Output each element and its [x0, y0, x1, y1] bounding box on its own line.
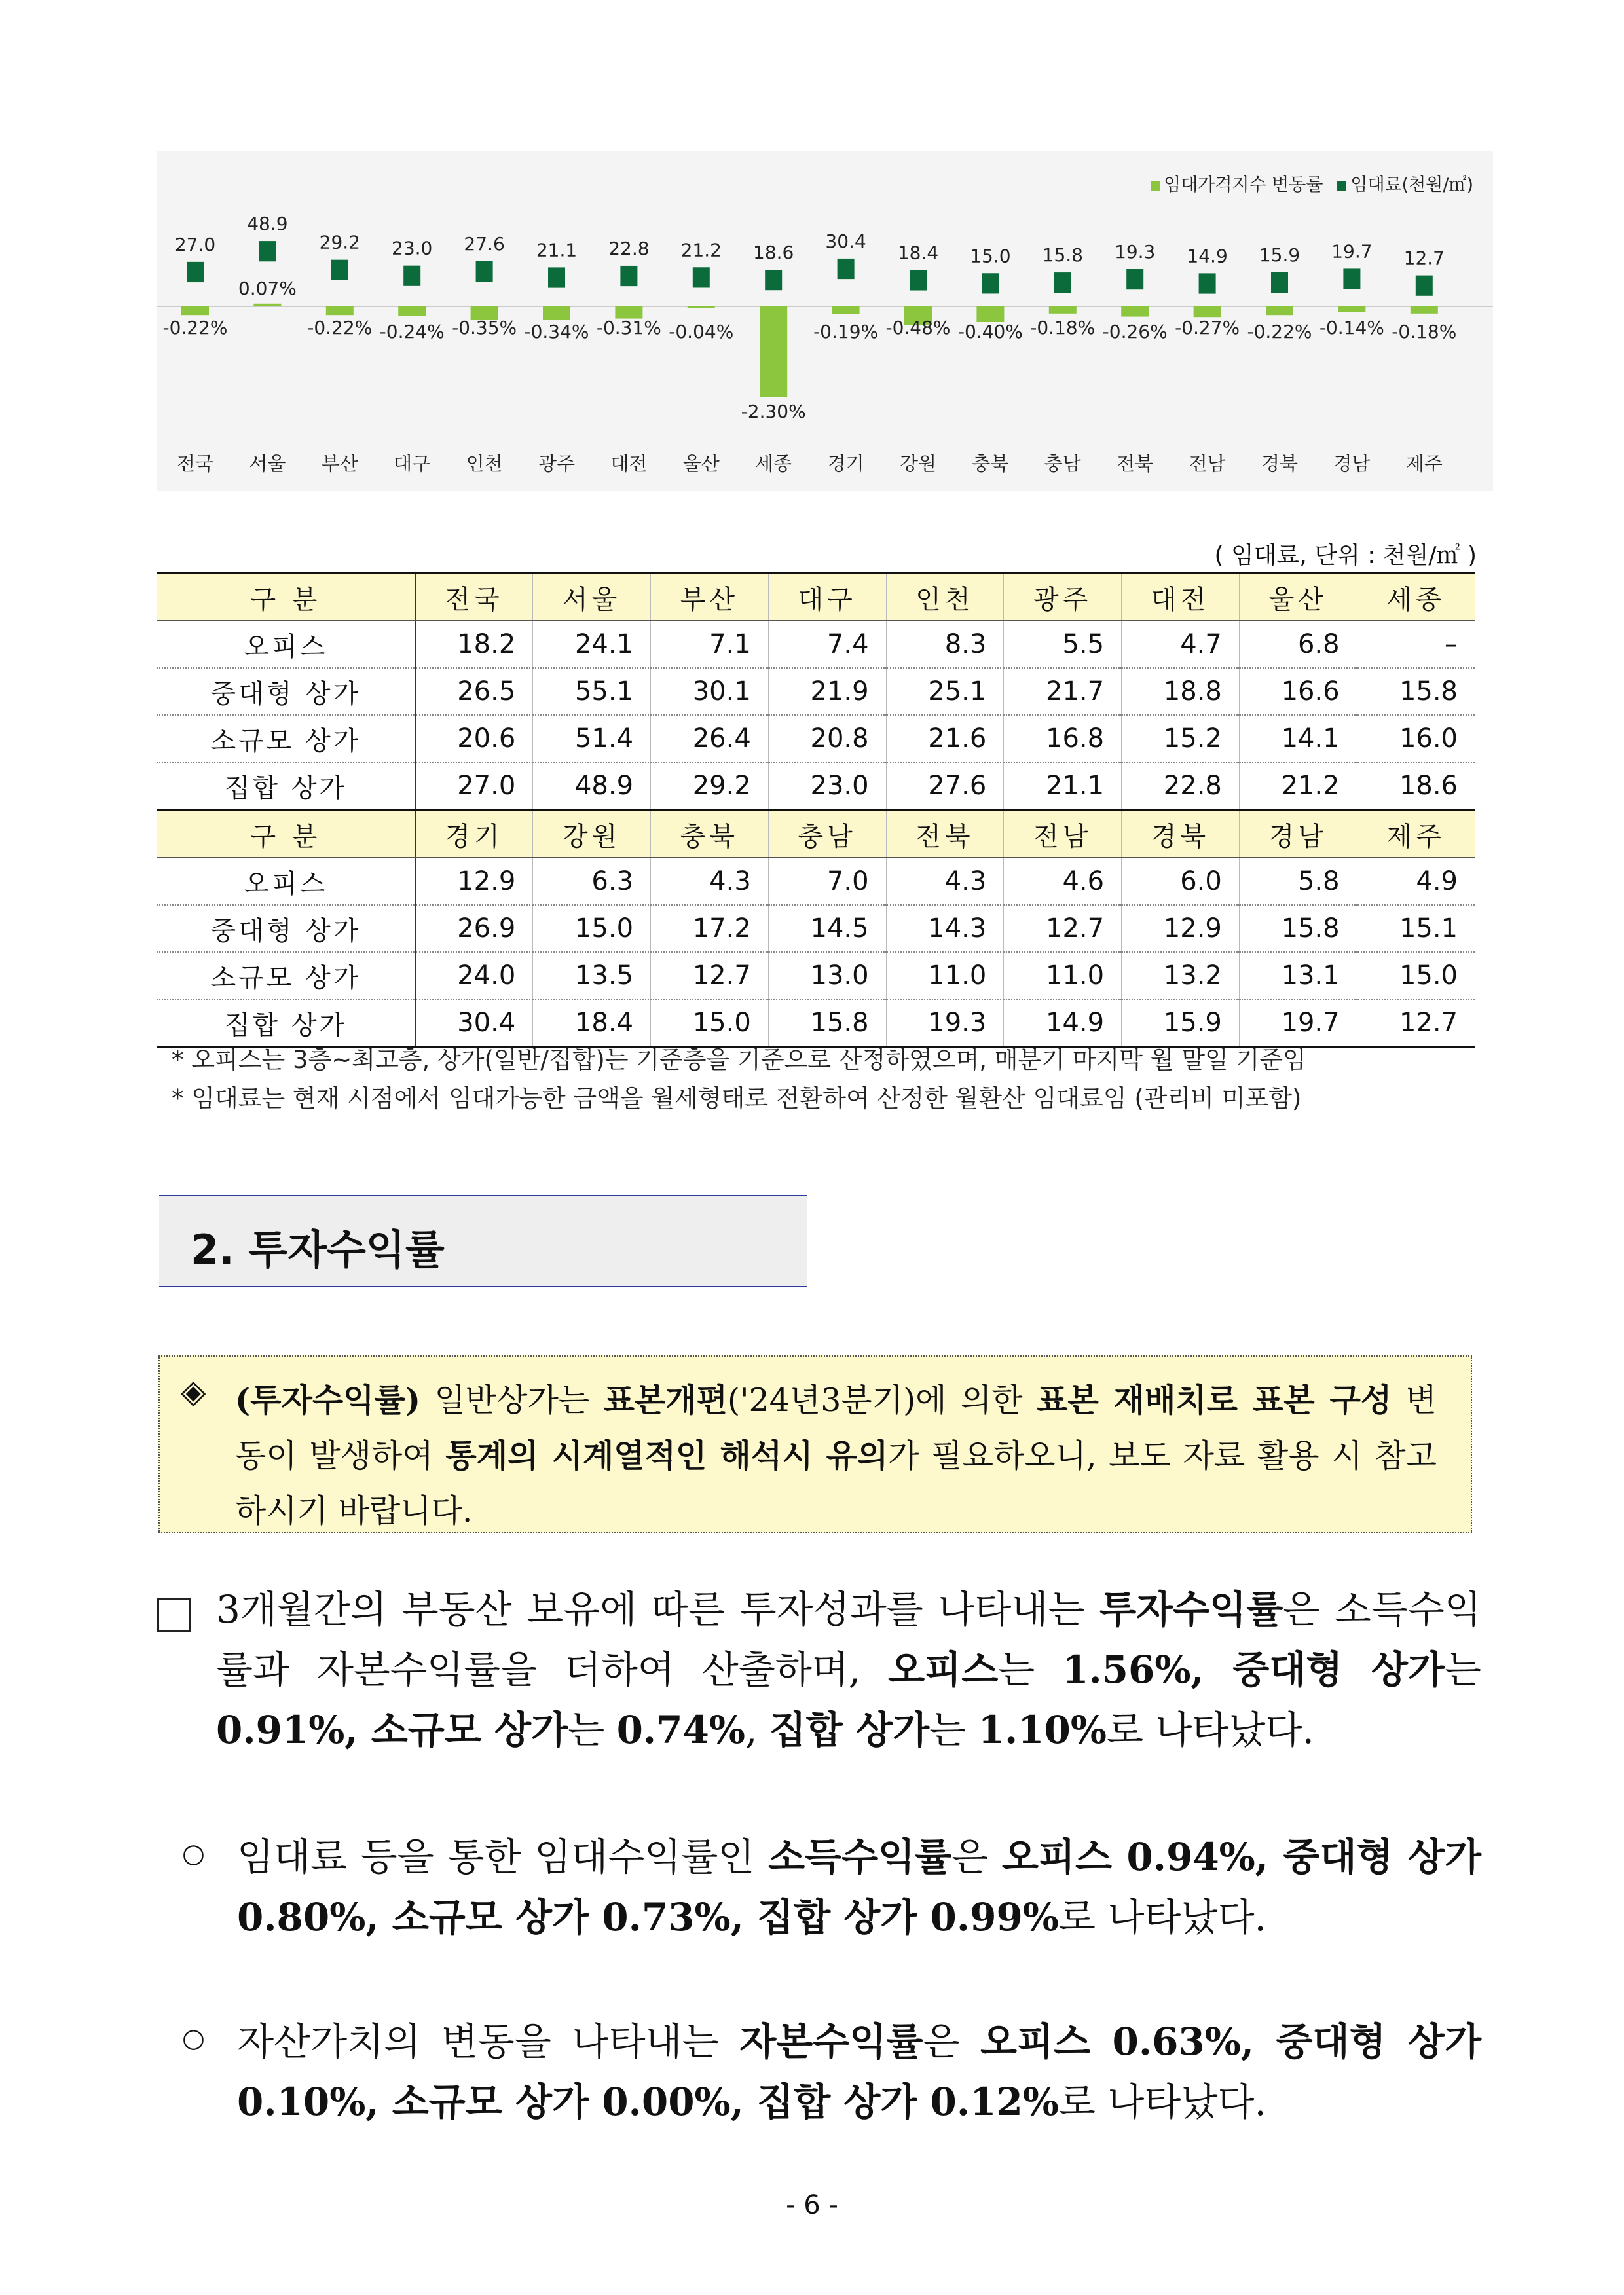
- header-region: 인천: [886, 573, 1004, 621]
- rent-label: 27.0: [174, 233, 216, 255]
- rent-label: 19.3: [1115, 241, 1156, 263]
- table-cell: 7.4: [768, 621, 886, 668]
- rent-label: 30.4: [825, 230, 866, 252]
- rent-marker: [620, 266, 637, 286]
- paragraph-income-return: 임대료 등을 통한 임대수익률인 소득수익률은 오피스 0.94%, 중대형 상가 0.80%, 소규모 상가 0.73%, 집합 상가 0.99%로 나타났다.: [237, 1835, 1481, 1939]
- header-region: 경북: [1122, 810, 1240, 858]
- table-cell: 18.2: [415, 621, 533, 668]
- table-cell: 26.4: [651, 715, 769, 762]
- rent-label: 22.8: [608, 237, 650, 259]
- header-category: 구 분: [157, 573, 415, 621]
- table-note-1: * 오피스는 3층~최고층, 상가(일반/집합)는 기준층을 기준으로 산정하였으며, 매분기 마지막 월 말일 기준임: [172, 1046, 1306, 1074]
- change-label: -0.18%: [1030, 317, 1096, 339]
- rent-marker: [982, 273, 999, 293]
- table-cell: 14.9: [1004, 999, 1122, 1047]
- rent-label: 29.2: [319, 231, 360, 253]
- change-label: -0.22%: [307, 317, 373, 339]
- table-cell: 26.9: [415, 905, 533, 952]
- rent-marker: [838, 259, 855, 279]
- table-cell: 15.8: [1357, 668, 1475, 715]
- table-cell: 26.5: [415, 668, 533, 715]
- chart-canvas: [157, 151, 1493, 491]
- change-label: -0.48%: [885, 317, 951, 339]
- table-cell: 14.3: [886, 905, 1004, 952]
- header-region: 울산: [1239, 573, 1357, 621]
- page-number: - 6 -: [786, 2190, 838, 2220]
- table-cell: 6.3: [533, 858, 651, 905]
- rent-label: 27.6: [464, 232, 505, 255]
- table-cell: 20.8: [768, 715, 886, 762]
- change-bar: [1194, 306, 1221, 317]
- rent-marker: [693, 267, 710, 287]
- row-label: 중대형 상가: [157, 668, 415, 715]
- table-cell: 12.9: [1122, 905, 1240, 952]
- rent-label: 14.9: [1187, 245, 1228, 267]
- rent-label: 23.0: [392, 237, 433, 259]
- rent-label: 19.7: [1331, 240, 1373, 263]
- table-cell: 13.2: [1122, 952, 1240, 999]
- diamond-bullet-icon: ◈: [181, 1372, 206, 1410]
- section-header: [159, 1195, 807, 1287]
- chart-legend: [1151, 170, 1473, 196]
- region-label: 인천: [466, 452, 503, 475]
- region-label: 경북: [1261, 452, 1299, 475]
- region-label: 전남: [1189, 452, 1226, 475]
- change-bar: [976, 306, 1004, 322]
- table-cell: 15.0: [1357, 952, 1475, 999]
- region-label: 서울: [249, 452, 286, 475]
- change-label: -0.31%: [596, 317, 661, 339]
- row-label: 집합 상가: [157, 999, 415, 1047]
- table-cell: 21.1: [1004, 762, 1122, 810]
- table-cell: 21.7: [1004, 668, 1122, 715]
- table-cell: 8.3: [886, 621, 1004, 668]
- rent-marker: [476, 261, 493, 282]
- table-cell: 24.1: [533, 621, 651, 668]
- rent-label: 21.1: [536, 239, 578, 261]
- region-label: 전북: [1116, 452, 1154, 475]
- table-cell: 5.5: [1004, 621, 1122, 668]
- change-label: -0.27%: [1175, 317, 1240, 339]
- row-label: 오피스: [157, 858, 415, 905]
- table-note-2: * 임대료는 현재 시점에서 임대가능한 금액을 월세형태로 전환하여 산정한 월환산 임대료임 (관리비 미포함): [172, 1084, 1302, 1112]
- table-cell: 16.8: [1004, 715, 1122, 762]
- legend-change: 임대가격지수 변동률: [1151, 170, 1323, 196]
- region-label: 대전: [610, 452, 648, 475]
- change-bar: [1121, 306, 1149, 317]
- change-bar: [253, 304, 281, 306]
- notice-callout: [158, 1355, 1472, 1533]
- rent-marker: [1271, 272, 1288, 293]
- change-bar: [1266, 306, 1293, 315]
- header-region: 강원: [533, 810, 651, 858]
- region-label: 제주: [1405, 452, 1443, 475]
- table-cell: 13.0: [768, 952, 886, 999]
- rent-marker: [1126, 269, 1143, 289]
- region-label: 부산: [321, 452, 358, 475]
- table-row: [157, 905, 1475, 952]
- table-cell: 14.5: [768, 905, 886, 952]
- rent-label: 18.6: [753, 242, 794, 264]
- table-cell: 4.3: [886, 858, 1004, 905]
- rent-label: 48.9: [247, 213, 288, 235]
- table-cell: 15.0: [533, 905, 651, 952]
- row-label: 중대형 상가: [157, 905, 415, 952]
- table-cell: 12.7: [1004, 905, 1122, 952]
- rent-marker: [1054, 272, 1071, 293]
- change-bar: [326, 306, 354, 315]
- table-cell: 24.0: [415, 952, 533, 999]
- table-cell: 16.6: [1239, 668, 1357, 715]
- table-cell: 19.3: [886, 999, 1004, 1047]
- change-label: -0.24%: [379, 321, 445, 342]
- table-cell: 7.1: [651, 621, 769, 668]
- row-label: 집합 상가: [157, 762, 415, 810]
- region-label: 강원: [899, 452, 937, 475]
- region-label: 세종: [755, 452, 792, 475]
- table-cell: 48.9: [533, 762, 651, 810]
- table-cell: 19.7: [1239, 999, 1357, 1047]
- rent-label: 15.8: [1042, 244, 1083, 266]
- table-cell: 4.7: [1122, 621, 1240, 668]
- table-cell: 29.2: [651, 762, 769, 810]
- rent-table: [157, 572, 1475, 1048]
- change-bar: [1049, 306, 1077, 314]
- table-cell: 15.8: [768, 999, 886, 1047]
- table-cell: 12.7: [651, 952, 769, 999]
- change-label: -0.19%: [813, 321, 879, 342]
- change-bar: [1411, 306, 1438, 314]
- change-label: -0.22%: [1247, 321, 1312, 342]
- notice-text: (투자수익률) 일반상가는 표본개편('24년3분기)에 의한 표본 재배치로 표본 구성 변동이 발생하여 통계의 시계열적인 해석시 유의가 필요하오니, 보도 자료 활용 시 참고하시기 바랍니다.: [235, 1381, 1437, 1530]
- table-cell: 7.0: [768, 858, 886, 905]
- table-row: [157, 668, 1475, 715]
- change-bar: [181, 306, 209, 315]
- rent-label: 21.2: [680, 239, 722, 261]
- change-label: -0.35%: [452, 317, 517, 339]
- rent-marker: [1416, 276, 1433, 296]
- header-region: 부산: [651, 573, 769, 621]
- table-cell: 4.6: [1004, 858, 1122, 905]
- region-label: 경남: [1333, 452, 1371, 475]
- table-cell: 13.5: [533, 952, 651, 999]
- table-cell: 4.9: [1357, 858, 1475, 905]
- rent-marker: [548, 267, 565, 287]
- table-header-row: [157, 573, 1475, 621]
- change-label: -0.22%: [162, 317, 228, 339]
- paragraph-capital-return: 자산가치의 변동을 나타내는 자본수익률은 오피스 0.63%, 중대형 상가 0.10%, 소규모 상가 0.00%, 집합 상가 0.12%로 나타났다.: [237, 2019, 1481, 2124]
- paragraph-investment-return: 3개월간의 부동산 보유에 따른 투자성과를 나타내는 투자수익률은 소득수익률과 자본수익률을 더하여 산출하며, 오피스는 1.56%, 중대형 상가는 0.91%, 소규모 상가는 0.74%, 집합 상가는 1.10%로 나타났다.: [216, 1587, 1482, 1752]
- header-region: 대구: [768, 573, 886, 621]
- change-label: -0.34%: [524, 321, 589, 342]
- header-region: 대전: [1122, 573, 1240, 621]
- region-label: 전국: [176, 452, 214, 475]
- region-label: 충남: [1044, 452, 1081, 475]
- rent-label: 15.9: [1259, 244, 1301, 266]
- region-label: 울산: [682, 452, 720, 475]
- header-region: 전국: [415, 573, 533, 621]
- table-cell: 20.6: [415, 715, 533, 762]
- header-region: 전남: [1004, 810, 1122, 858]
- table-cell: 4.3: [651, 858, 769, 905]
- table-cell: 15.1: [1357, 905, 1475, 952]
- table-cell: 55.1: [533, 668, 651, 715]
- table-cell: 12.9: [415, 858, 533, 905]
- table-cell: 15.2: [1122, 715, 1240, 762]
- header-region: 전북: [886, 810, 1004, 858]
- table-cell: 12.7: [1357, 999, 1475, 1047]
- table-row: [157, 858, 1475, 905]
- table-cell: 21.6: [886, 715, 1004, 762]
- table-cell: 11.0: [1004, 952, 1122, 999]
- table-cell: 15.0: [651, 999, 769, 1047]
- table-cell: 17.2: [651, 905, 769, 952]
- change-bar: [760, 306, 787, 397]
- change-bar: [398, 306, 426, 316]
- rent-marker: [187, 262, 204, 282]
- table-cell: 21.9: [768, 668, 886, 715]
- table-cell: 30.4: [415, 999, 533, 1047]
- table-cell: 27.0: [415, 762, 533, 810]
- header-region: 경기: [415, 810, 533, 858]
- table-cell: 13.1: [1239, 952, 1357, 999]
- change-label: -0.04%: [669, 321, 734, 342]
- region-label: 충북: [972, 452, 1009, 475]
- row-label: 소규모 상가: [157, 715, 415, 762]
- legend-rent: 임대료(천원/㎡): [1337, 170, 1473, 196]
- change-label: -0.40%: [957, 321, 1023, 342]
- rent-marker: [403, 266, 420, 286]
- rent-chart: [157, 151, 1493, 491]
- rent-marker: [259, 241, 276, 261]
- change-label: -0.18%: [1392, 321, 1457, 342]
- table-cell: 5.8: [1239, 858, 1357, 905]
- table-cell: 21.2: [1239, 762, 1357, 810]
- header-region: 제주: [1357, 810, 1475, 858]
- table-cell: 14.1: [1239, 715, 1357, 762]
- change-bar: [688, 306, 715, 308]
- table-cell: 23.0: [768, 762, 886, 810]
- rent-marker: [331, 260, 348, 280]
- change-label: 0.07%: [238, 277, 297, 299]
- table-row: [157, 621, 1475, 668]
- table-cell: 27.6: [886, 762, 1004, 810]
- region-label: 대구: [394, 452, 431, 475]
- circle-bullet-icon: ○: [182, 1839, 205, 1869]
- row-label: 소규모 상가: [157, 952, 415, 999]
- rent-marker: [910, 270, 927, 290]
- table-cell: 25.1: [886, 668, 1004, 715]
- change-bar: [832, 306, 860, 314]
- section-title: 2. 투자수익률: [191, 1226, 445, 1274]
- change-bar: [543, 306, 570, 320]
- table-row: [157, 952, 1475, 999]
- header-region: 서울: [533, 573, 651, 621]
- table-cell: 51.4: [533, 715, 651, 762]
- checkbox-bullet-icon: [157, 1598, 191, 1632]
- header-region: 충남: [768, 810, 886, 858]
- region-label: 경기: [827, 452, 864, 475]
- table-row: [157, 715, 1475, 762]
- region-label: 광주: [538, 452, 576, 475]
- header-category: 구 분: [157, 810, 415, 858]
- rent-label: 12.7: [1403, 247, 1445, 269]
- header-region: 충북: [651, 810, 769, 858]
- table-cell: 18.6: [1357, 762, 1475, 810]
- rent-label: 18.4: [897, 242, 939, 264]
- table-cell: 11.0: [886, 952, 1004, 999]
- change-label: -2.30%: [741, 401, 806, 422]
- table-cell: 18.4: [533, 999, 651, 1047]
- table-cell: 6.0: [1122, 858, 1240, 905]
- change-label: -0.14%: [1319, 317, 1384, 339]
- change-label: -0.26%: [1102, 321, 1168, 342]
- table-cell: 30.1: [651, 668, 769, 715]
- table-unit: ( 임대료, 단위 : 천원/㎡ ): [1214, 542, 1477, 569]
- header-region: 경남: [1239, 810, 1357, 858]
- rent-label: 15.0: [970, 245, 1011, 267]
- header-region: 세종: [1357, 573, 1475, 621]
- table-cell: 16.0: [1357, 715, 1475, 762]
- row-label: 오피스: [157, 621, 415, 668]
- table-cell: 6.8: [1239, 621, 1357, 668]
- change-bar: [1338, 306, 1365, 312]
- table-cell: –: [1357, 621, 1475, 668]
- table-cell: 18.8: [1122, 668, 1240, 715]
- rent-marker: [1343, 268, 1360, 289]
- table-row: [157, 762, 1475, 810]
- table-header-row: [157, 810, 1475, 858]
- rent-marker: [765, 270, 782, 290]
- table-cell: 15.8: [1239, 905, 1357, 952]
- header-region: 광주: [1004, 573, 1122, 621]
- table-cell: 15.9: [1122, 999, 1240, 1047]
- table-cell: 22.8: [1122, 762, 1240, 810]
- circle-bullet-icon: ○: [182, 2023, 205, 2053]
- rent-marker: [1199, 273, 1216, 293]
